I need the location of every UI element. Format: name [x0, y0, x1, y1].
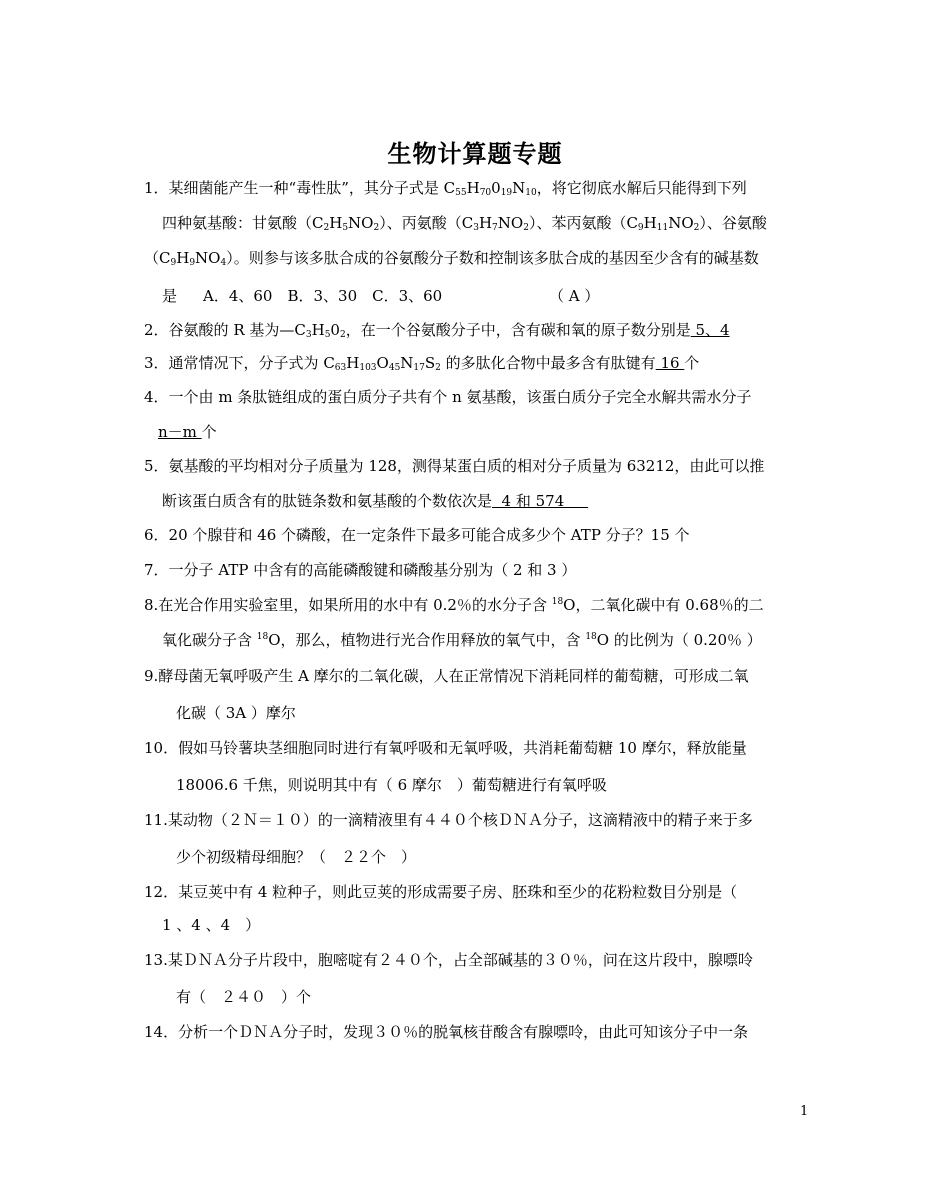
question-12-line-1: 12．某豆荚中有 4 粒种子，则此豆荚的形成需要子房、胚珠和至少的花粉粒数目分别是（	[144, 883, 738, 901]
question-7: 7．一分子 ATP 中含有的高能磷酸键和磷酸基分别为（ 2 和 3 ）	[144, 561, 577, 579]
question-3-answer: 16	[655, 354, 685, 372]
question-8-line-1: 8.在光合作用实验室里，如果所用的水中有 0.2％的水分子含 $^{18}$O，二氧化碳中有 0.68％的二	[144, 596, 764, 614]
question-5-line-1: 5．氨基酸的平均相对分子质量为 128，测得某蛋白质的相对分子质量为 63212，由此可以推	[144, 457, 765, 475]
question-8-line-2: 氧化碳分子含 $^{18}$O，那么，植物进行光合作用释放的氧气中，含 $^{18}$O 的比例为（ 0.20％ ）	[162, 631, 762, 649]
question-1-line-3: $(C_9H_9NO_4)$。则参与该多肽合成的谷氨酸分子数和控制该多肽合成的基因至少含有的碱基数	[144, 249, 759, 268]
question-14-line-1: 14．分析一个ＤＮＡ分子时，发现３０％的脱氧核苷酸含有腺嘌呤，由此可知该分子中一条	[144, 1023, 749, 1041]
page-title: 生物计算题专题	[387, 140, 563, 168]
question-10-line-2: 18006.6 千焦，则说明其中有（ 6 摩尔 ）葡萄糖进行有氧呼吸	[176, 776, 607, 794]
question-6: 6．20 个腺苷和 46 个磷酸，在一定条件下最多可能合成多少个 ATP 分子？15 个	[144, 526, 690, 544]
question-10-line-1: 10．假如马铃薯块茎细胞同时进行有氧呼吸和无氧呼吸，共消耗葡萄糖 10 摩尔，释放能量	[144, 739, 747, 757]
question-3: 3．通常情况下，分子式为 $C_{63}H_{103}O_{45}N_{17}S_2$ 的多肽化合物中最多含有肽键有 16 个	[144, 354, 700, 373]
question-4-line-1: 4．一个由 m 条肽链组成的蛋白质分子共有个 n 氨基酸，该蛋白质分子完全水解共需水分子	[144, 388, 752, 406]
question-4-line-2: n－m 个	[158, 423, 217, 441]
question-5-answer: 4 和 574	[492, 492, 589, 510]
question-1-line-1: 1．某细菌能产生一种“毒性肽”，其分子式是 $C_{55}H_{70}0_{19}N_{10}$，将它彻底水解后只能得到下列	[144, 179, 747, 198]
question-13-line-2: 有（ ２４０ ）个	[176, 988, 312, 1006]
question-9-line-2: 化碳（ 3A ）摩尔	[176, 704, 296, 722]
question-2: 2．谷氨酸的 R 基为$—C_3H_50_2$，在一个谷氨酸分子中，含有碳和氧的原子数分别是 5、4	[144, 321, 730, 340]
question-11-line-1: 11.某动物（２Ｎ＝１０）的一滴精液里有４４０个核ＤＮＡ分子，这滴精液中的精子来于多	[144, 811, 753, 829]
question-1-answer: （ A ）	[549, 287, 600, 305]
question-11-line-2: 少个初级精母细胞？（ ２２个 ）	[176, 848, 417, 866]
question-12-line-2: 1 、4 、4 ）	[162, 916, 261, 934]
question-1-options: A．4、60 B．3、30 C．3、60	[203, 287, 443, 305]
question-5-line-2: 断该蛋白质含有的肽链条数和氨基酸的个数依次是 4 和 574	[162, 492, 589, 510]
question-9-line-1: 9.酵母菌无氧呼吸产生 A 摩尔的二氧化碳，人在正常情况下消耗同样的葡萄糖，可形成二氧	[144, 667, 749, 685]
question-2-answer: 5、4	[690, 321, 730, 339]
question-4-answer: n－m	[158, 423, 202, 441]
question-1-line-4: 是	[162, 287, 178, 305]
page-number: 1	[800, 1104, 809, 1119]
question-13-line-1: 13.某ＤＮＡ分子片段中，胞嘧啶有２４０个，占全部碱基的３０％，问在这片段中，腺嘌呤	[144, 951, 753, 969]
question-1-line-2: 四种氨基酸：甘氨酸$(C_2H_5NO_2)$、丙氨酸$(C_3H_7NO_2)$、苯丙氨酸$(C_9H_{11}NO_2)$、谷氨酸	[162, 214, 767, 233]
